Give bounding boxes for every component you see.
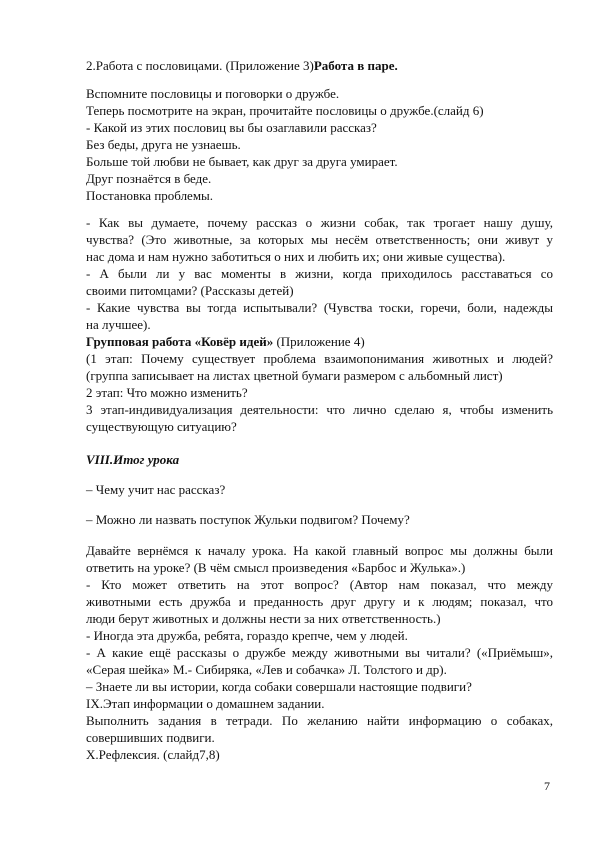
paragraph-line: Теперь посмотрите на экран, прочитайте пословицы о дружбе.(слайд 6) bbox=[86, 103, 484, 118]
paragraph-line: ответить на уроке? (В чём смысл произведения «Барбос и Жулька».) bbox=[86, 560, 466, 575]
section-heading: IX.Этап информации о домашнем задании. bbox=[86, 696, 325, 711]
paragraph-line: Постановка проблемы. bbox=[86, 188, 214, 203]
paragraph-line: Вспомните пословицы и поговорки о дружбе. bbox=[86, 86, 340, 101]
page-number: 7 bbox=[544, 779, 550, 793]
paragraph-line: - Кто может ответить на этот вопрос? (Автор нам показал, что между bbox=[86, 577, 553, 592]
paragraph-line: Давайте вернёмся к началу урока. На какой главный вопрос мы должны были bbox=[86, 543, 553, 558]
proverb-line: Друг познаётся в беде. bbox=[86, 171, 212, 186]
paragraph-line: на лучшее). bbox=[86, 317, 151, 332]
section-heading: X.Рефлексия. (слайд7,8) bbox=[86, 747, 220, 762]
paragraph-line: «Серая шейка» М.- Сибиряка, «Лев и собачка» Л. Толстого и др). bbox=[86, 662, 447, 677]
paragraph-line: чувства? (Это животные, за которых мы несём ответственность; они живут у bbox=[86, 232, 553, 247]
paragraph-line: существующую ситуацию? bbox=[86, 419, 237, 434]
paragraph-line: – Знаете ли вы истории, когда собаки совершали настоящие подвиги? bbox=[86, 679, 472, 694]
paragraph-line: - А были ли у вас моменты в жизни, когда приходилось расставаться со bbox=[86, 266, 553, 281]
group-work-title: Групповая работа «Ковёр идей» bbox=[86, 334, 274, 349]
paragraph-line: - А какие ещё рассказы о дружбе между животными вы читали? («Приёмыш», bbox=[86, 645, 553, 660]
paragraph-line: животными есть дружба и преданность друг другу и к людям; показал, что bbox=[86, 594, 553, 609]
paragraph-line: - Какие чувства вы тогда испытывали? (Чувства тоски, горечи, боли, надежды bbox=[86, 300, 553, 315]
paragraph-line: 3 этап-индивидуализация деятельности: что лично сделаю я, чтобы изменить bbox=[86, 402, 553, 417]
paragraph-line: 2 этап: Что можно изменить? bbox=[86, 385, 248, 400]
paragraph-line: люди берут животных и должны нести за них ответственность.) bbox=[86, 611, 441, 626]
paragraph-line: – Можно ли назвать поступок Жульки подвигом? Почему? bbox=[86, 512, 410, 527]
paragraph-line: (группа записывает на листах цветной бумаги размером с альбомный лист) bbox=[86, 368, 503, 383]
paragraph-line: нас дома и нам нужно заботиться о них и любить их; они живые существа). bbox=[86, 249, 506, 264]
group-work-heading bbox=[86, 334, 365, 350]
paragraph-line: – Чему учит нас рассказ? bbox=[86, 482, 226, 497]
paragraph-line: - Иногда эта дружба, ребята, гораздо крепче, чем у людей. bbox=[86, 628, 408, 643]
paragraph-line: своими питомцами? (Рассказы детей) bbox=[86, 283, 294, 298]
work-heading-text: 2.Работа с пословицами. (Приложение 3) bbox=[86, 58, 314, 73]
paragraph-line: - Как вы думаете, почему рассказ о жизни собак, так трогает нашу душу, bbox=[86, 215, 553, 230]
proverb-line: Больше той любви не бывает, как друг за друга умирает. bbox=[86, 154, 398, 169]
paragraph-line: Выполнить задания в тетради. По желанию найти информацию о собаках, bbox=[86, 713, 553, 728]
paragraph-line: (1 этап: Почему существует проблема взаимопонимания животных и людей? bbox=[86, 351, 553, 366]
paragraph-line: - Какой из этих пословиц вы бы озаглавили рассказ? bbox=[86, 120, 377, 135]
work-heading bbox=[86, 58, 398, 74]
group-work-appendix: (Приложение 4) bbox=[273, 334, 365, 349]
paragraph-line: совершивших подвиги. bbox=[86, 730, 215, 745]
proverb-line: Без беды, друга не узнаешь. bbox=[86, 137, 241, 152]
section-heading: VIII.Итог урока bbox=[86, 452, 180, 467]
work-heading-bold: Работа в паре. bbox=[313, 58, 398, 73]
